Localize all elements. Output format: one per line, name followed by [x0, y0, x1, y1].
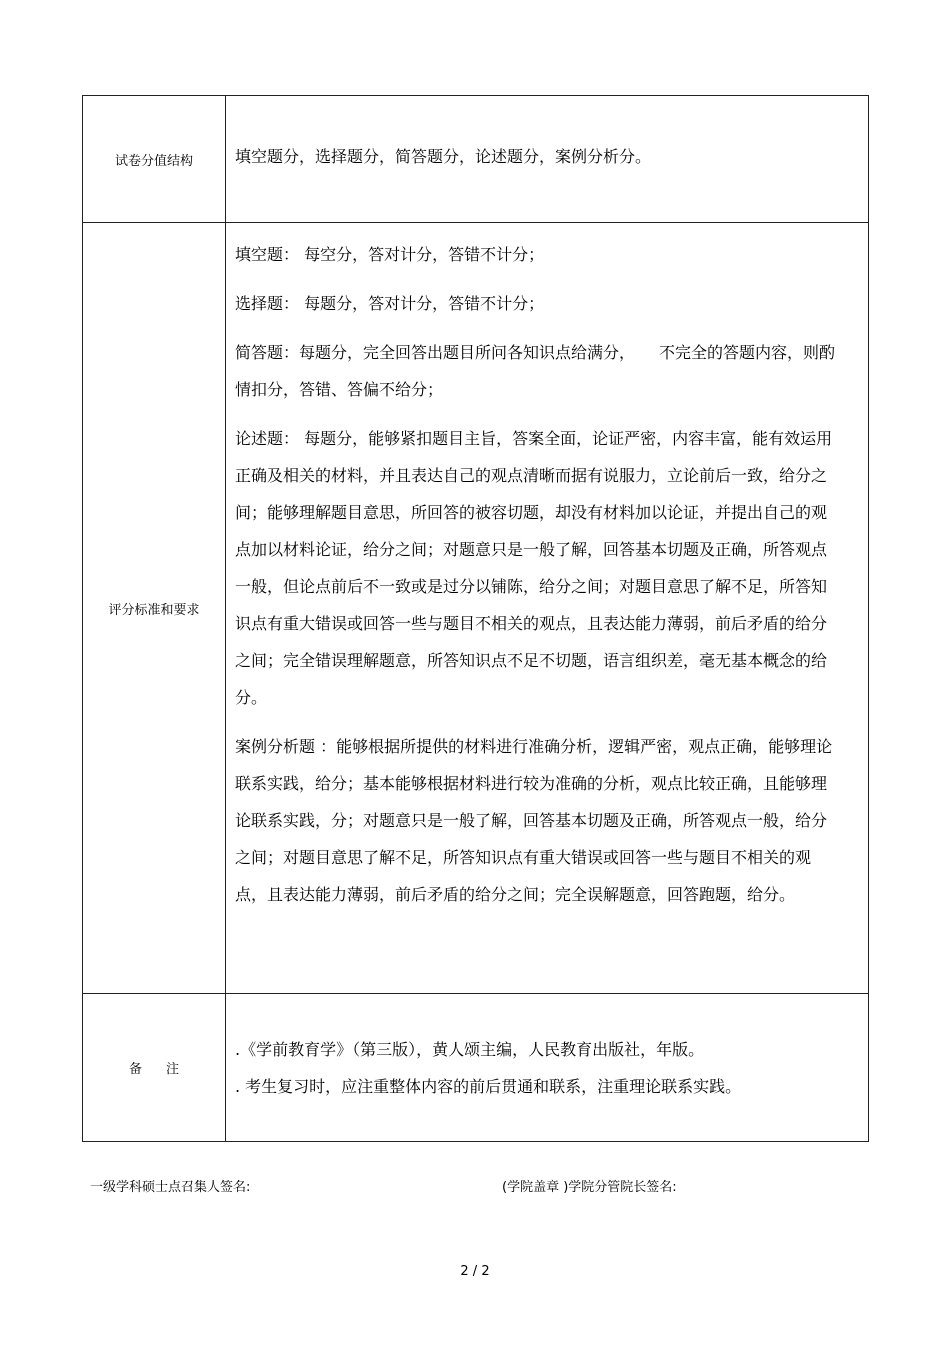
page-number: 2 / 2 [460, 1264, 490, 1279]
multiple-choice-rule: 选择题： 每题分，答对计分，答错不计分； [235, 294, 545, 313]
score-structure-text: 填空题分，选择题分，简答题分，论述题分，案例分析分。 [226, 96, 869, 223]
table-row-score-structure [83, 96, 869, 223]
table-row-remarks [83, 994, 869, 1142]
remarks-label: 备注 [83, 994, 226, 1142]
grading-label: 评分标准和要求 [83, 223, 226, 994]
remarks-content [226, 994, 869, 1142]
case-analysis-rule: 案例分析题 ：能够根据所提供的材料进行准确分析，逻辑严密，观点正确，能够理论联系实践，给分；基本能够根据材料进行较为准确的分析，观点比较正确，且能够理论联系实践，分；对题意只是一般了解，回答基本切题及正确，所答观点一般，给分之间；对题目意思了解不足，所答知识点有重大错误或回答一些与题目不相关的观点，且表达能力薄弱，前后矛盾的给分之间；完全误解题意，回答跑题，给分。 [235, 737, 833, 904]
remark-line-2: . 考生复习时，应注重整体内容的前后贯通和联系，注重理论联系实践。 [235, 1077, 742, 1096]
score-structure-label: 试卷分值结构 [83, 96, 226, 223]
fill-blank-rule: 填空题： 每空分，答对计分，答错不计分； [235, 245, 545, 264]
short-answer-rule: 简答题：每题分，完全回答出题目所问各知识点给满分， 不完全的答题内容，则酌情扣分，答错、答偏不给分； [235, 343, 836, 399]
coordinator-signature: 一级学科硕士点召集人签名: [90, 1180, 251, 1195]
remark-line-1: .《学前教育学》（第三版），黄人颂主编，人民教育出版社，年版。 [235, 1040, 705, 1059]
essay-rule: 论述题： 每题分，能够紧扣题目主旨，答案全面，论证严密，内容丰富，能有效运用正确及相关的材料，并且表达自己的观点清晰而据有说服力，立论前后一致，给分之间；能够理解题目意思，所回答的被容切题，却没有材料加以论证，并提出自己的观点加以材料论证，给分之间；对题意只是一般了解，回答基本切题及正确，所答观点一般，但论点前后不一致或是过分以铺陈，给分之间；对题目意思了解不足，所答知识点有重大错误或回答一些与题目不相关的观点，且表达能力薄弱，前后矛盾的给分之间；完全错误理解题意，所答知识点不足不切题，语言组织差，毫无基本概念的给分。 [235, 429, 833, 707]
grading-content [226, 223, 869, 994]
exam-info-table [82, 95, 869, 1142]
table-row-grading [83, 223, 869, 994]
dean-signature: (学院盖章 )学院分管院长签名: [502, 1180, 677, 1195]
